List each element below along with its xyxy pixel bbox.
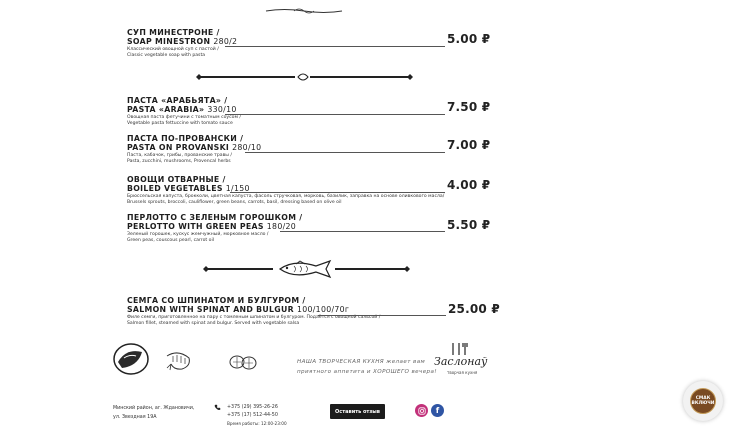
item-weight: 100/100/70г [296,305,350,314]
tagline-line2: приятного аппетита и ХОРОШЕГО вечера! [297,369,437,375]
item-title-en: SOAP MINESTRON [127,37,211,46]
phone-icon [214,404,221,411]
item-title-en: PASTA «ARABIA» [127,105,205,114]
address-line2: ул. Звездная 19А [113,415,157,420]
price-leader [318,315,446,316]
item-weight: 280/10 [232,143,262,152]
item-desc-en: Salmon fillet, steamed with spinat and bulgur. Served with vegetable salsa [127,320,300,326]
price-leader [225,114,445,115]
item-title-ru: ОВОЩИ ОТВАРНЫЕ / [127,175,226,184]
shells-icon [228,352,258,372]
badge-text: СМАК ВКЛЮЧИ [690,388,716,414]
item-desc-ru: Филе семги, приготовленное на пару с томленым шпинатом и булгуром. Подаётся с овощной сальсой / [127,315,381,320]
price-leader [230,192,445,193]
item-weight: 1/150 [225,184,250,193]
cutlery-icon [450,343,472,355]
phone-1[interactable]: +375 (29) 395-26-26 [227,405,278,410]
address-line1: Минский район, аг. Ждановичи, [113,406,195,411]
item-desc-ru: Овощная паста фетучини с томатным соусом / [127,115,241,120]
item-desc-ru: Паста, кабачок, грибы, прованские травы / [127,153,232,158]
item-title-en: PASTA ON PROVANSKI [127,143,230,152]
item-price: 7.50 ₽ [447,100,491,114]
item-price: 5.50 ₽ [447,218,491,232]
item-desc-ru: Зеленый горошек, кускус жемчужный, морковное масло / [127,232,269,237]
item-desc-en: Pasta, zucchini, mushrooms, Provencal herbs [127,158,231,164]
menu-item-soup [127,28,487,58]
item-title-ru: СУП МИНЕСТРОНЕ / [127,28,220,37]
top-ornament [264,6,344,16]
item-title-ru: СЕМГА СО ШПИНАТОМ И БУЛГУРОМ / [127,296,306,305]
contacts [227,405,287,427]
plate-icon [112,342,150,376]
leave-review-button[interactable]: Оставить отзыв [330,404,385,419]
menu-item-perlotto [127,213,487,243]
item-title-ru: ПАСТА ПО-ПРОВАНСКИ / [127,134,244,143]
price-leader [280,231,445,232]
fish-icon [276,258,334,280]
item-weight: 280/2 [213,37,238,46]
item-title-en: PERLOTTO WITH GREEN PEAS [127,222,264,231]
address [113,406,194,421]
price-leader [225,46,445,47]
item-desc-en: Classic vegetable soap with pasta [127,52,206,58]
brand-logo: Заслонаў [434,355,488,368]
item-weight: 180/20 [266,222,297,231]
smak-badge[interactable] [683,381,723,421]
item-price: 5.00 ₽ [447,32,491,46]
work-hours: Время работы: 12:00-23:00 [227,421,287,426]
menu-item-pasta-provanski [127,134,487,164]
item-price: 7.00 ₽ [447,138,491,152]
price-leader [245,152,445,153]
item-desc-en: Brussels sprouts, broccoli, cauliflower, green beans, carrots, basil, dressing based on olive oil [127,199,342,205]
shrimp-icon [164,350,194,372]
item-price: 25.00 ₽ [448,302,500,316]
menu-item-boiled-vegetables [127,175,487,205]
instagram-icon[interactable] [415,404,428,417]
item-desc-en: Vegetable pasta fettuccine with tomato sauce [127,120,233,126]
menu-item-salmon [127,296,487,326]
item-title-en: BOILED VEGETABLES [127,184,223,193]
tagline-line1: НАША ТВОРЧЕСКАЯ КУХНЯ желает вам [297,359,426,365]
item-desc-ru: Брюссельская капуста, брокколи, цветная капуста, фасоль стручковая, морковь, базилик, заправка на основе оливкового масла/ [127,194,445,199]
phone-2[interactable]: +375 (17) 512-44-50 [227,413,278,418]
item-title-ru: ПАСТА «АРАБЬЯТА» / [127,96,228,105]
item-title-ru: ПЕРЛОТТО С ЗЕЛЕНЫМ ГОРОШКОМ / [127,213,303,222]
facebook-icon[interactable]: f [431,404,444,417]
menu-item-pasta-arabiata [127,96,487,126]
brand-subtitle: творчая кухня [447,370,478,375]
item-title-en: SALMON WITH SPINAT AND BULGUR [127,305,294,314]
item-price: 4.00 ₽ [447,178,491,192]
item-desc-en: Green peas, couscous pearl, carrot oil [127,237,214,243]
item-desc-ru: Классический овощной суп с пастой / [127,47,219,52]
item-weight: 330/10 [207,105,237,114]
tagline [297,357,437,377]
